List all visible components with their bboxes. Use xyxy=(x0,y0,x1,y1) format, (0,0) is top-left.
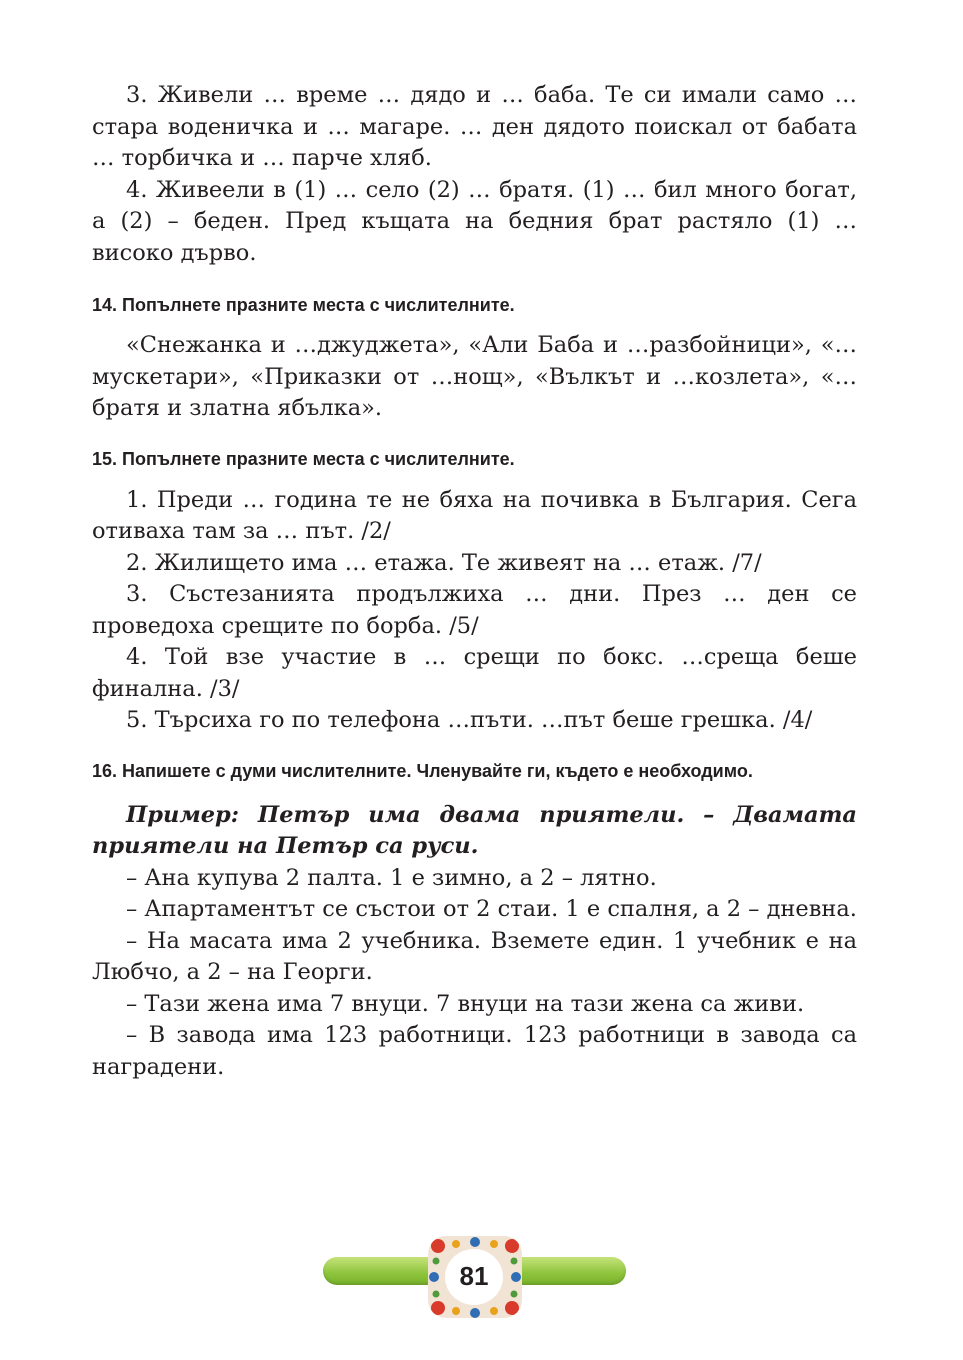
exercise-16-heading: 16. Напишете с думи числителните. Членувайте ги, където е необходимо. xyxy=(92,760,753,781)
exercise-16-item: – На масата има 2 учебника. Вземете един. 1 учебник е на Любчо, а 2 – на Георги. xyxy=(92,927,857,985)
exercise-16-example: Пример: Петър има двама приятели. – Двамата приятели на Петър са руси. xyxy=(92,801,857,859)
exercise-15-item: 5. Търсиха го по телефона …пъти. …път беше грешка. /4/ xyxy=(126,707,813,733)
exercise-15-item: 1. Преди … година те не бяха на почивка в България. Сега отиваха там за … път. /2/ xyxy=(92,486,857,544)
story-paragraph-3: 3. Живели … време … дядо и … баба. Те си имали само … стара воденичка и … магаре. … ден дядото поискал от бабата … торбичка и … парче хляб. xyxy=(92,82,857,171)
exercise-15-heading: 15. Попълнете празните места с числителните. xyxy=(92,448,515,469)
exercise-16-item: – В завода има 123 работници. 123 работници в завода са наградени. xyxy=(92,1022,857,1080)
exercise-16-item: – Тази жена има 7 внуци. 7 внуци на тази жена са живи. xyxy=(126,990,805,1017)
exercise-16-list xyxy=(92,863,857,1084)
page-footer xyxy=(0,1240,963,1320)
exercise-14-heading: 14. Попълнете празните места с числителните. xyxy=(92,295,515,315)
story-paragraph-4: 4. Живеели в (1) … село (2) … братя. (1) … бил много богат, а (2) – беден. Пред къщата на бедния брат растяло (1) … високо дърво. xyxy=(92,176,857,266)
exercise-14-text: «Снежанка и …джуджета», «Али Баба и …разбойници», «…мускетари», «Приказки от …нощ», «Вълкът и …козлета», «…братя и златна ябълка». xyxy=(92,332,857,421)
page-number-circle xyxy=(445,1249,503,1305)
exercise-16-item: – Апартаментът се състои от 2 стаи. 1 е спалня, а 2 – дневна. xyxy=(126,896,857,922)
exercise-15-item: 2. Жилището има … етажа. Те живеят на … етаж. /7/ xyxy=(126,549,762,576)
page-number: 81 xyxy=(459,1261,489,1291)
exercise-16-item: – Ана купува 2 палта. 1 е зимно, а 2 – лятно. xyxy=(126,864,657,891)
exercise-15-list xyxy=(92,485,857,737)
exercise-15-item: 4. Той взе участие в … срещи по бокс. …среща беше финална. /3/ xyxy=(92,644,857,702)
exercise-15-item: 3. Състезанията продължиха … дни. През … ден се проведоха срещите по борба. /5/ xyxy=(92,581,857,639)
page-number-badge xyxy=(428,1236,522,1318)
page-content xyxy=(92,80,857,1083)
